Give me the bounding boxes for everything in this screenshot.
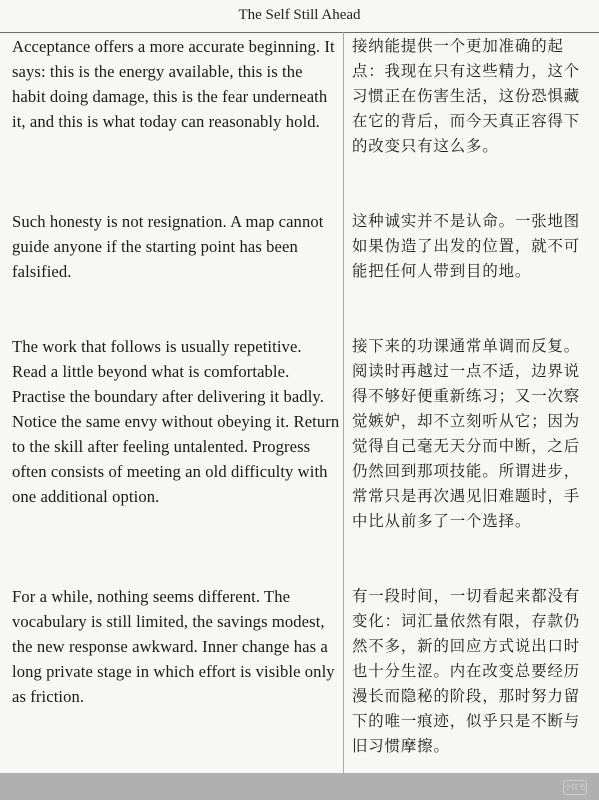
page-header <box>0 0 599 33</box>
footer-bar <box>0 773 599 800</box>
chinese-paragraph-2: 这种诚实并不是认命。一张地图如果伪造了出发的位置，就不可能把任何人带到目的地。 <box>352 212 581 280</box>
english-paragraph-3: The work that follows is usually repetitive. Read a little beyond what is comfortable. Practise the boundary after delivering it badly. Notice the same envy without obeying it. Return to the skill after feeling untalented. Progress often consists of meeting an old difficulty with one additional option. <box>12 337 340 506</box>
english-paragraph-1: Acceptance offers a more accurate beginning. It says: this is the energy available, this is the habit doing damage, this is the fear underneath it, and this is what today can reasonably hold. <box>12 37 335 131</box>
chinese-paragraph-3: 接下来的功课通常单调而反复。阅读时再越过一点不适，边界说得不够好便重新练习；又一次察觉嫉妒，却不立刻听从它；因为觉得自己毫无天分而中断，之后仍然回到那项技能。所谓进步，常常只是再次遇见旧难题时，手中比从前多了一个选择。 <box>352 337 581 530</box>
chinese-paragraph-4: 有一段时间，一切看起来都没有变化：词汇量依然有限，存款仍然不多，新的回应方式说出口时也十分生涩。内在改变总要经历漫长而隐秘的阶段，那时努力留下的唯一痕迹，似乎只是不断与旧习惯摩擦。 <box>352 587 581 755</box>
english-paragraph-2: Such honesty is not resignation. A map cannot guide anyone if the starting point has been falsified. <box>12 212 324 281</box>
column-divider <box>343 32 344 773</box>
english-paragraph-4: For a while, nothing seems different. The vocabulary is still limited, the savings modest, the new response awkward. Inner change has a long private stage in which effort is visible only as friction. <box>12 587 335 706</box>
chinese-paragraph-1: 接纳能提供一个更加准确的起点：我现在只有这些精力，这个习惯正在伤害生活，这份恐惧藏在它的背后，而今天真正容得下的改变只有这么多。 <box>352 37 581 155</box>
watermark-logo: 小红书 <box>563 780 587 795</box>
page-title: The Self Still Ahead <box>238 7 361 23</box>
